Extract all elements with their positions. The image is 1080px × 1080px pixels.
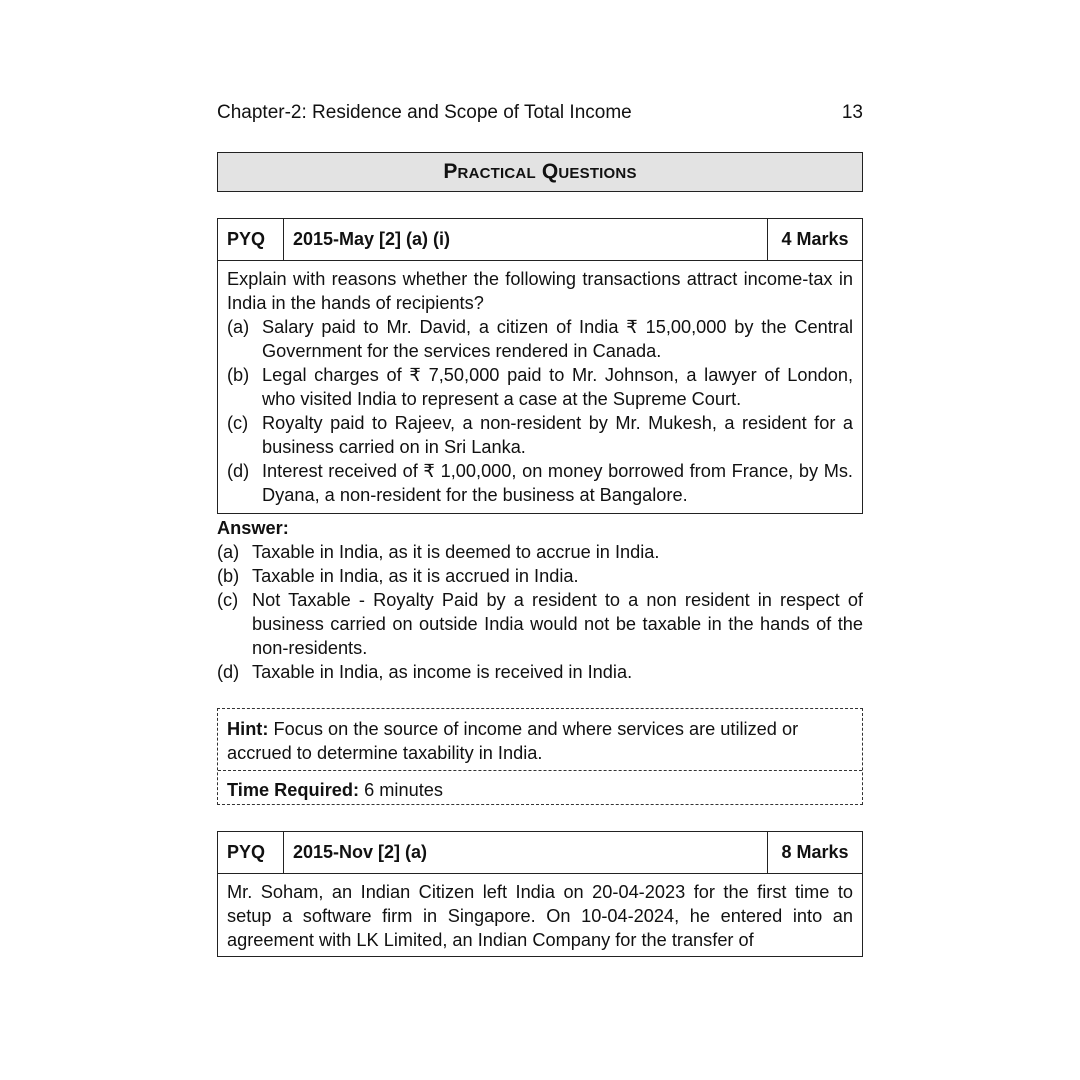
answer-list xyxy=(217,540,863,684)
hint-row xyxy=(218,709,862,770)
item-text: Interest received of ₹ 1,00,000, on money borrowed from France, by Ms. Dyana, a non-resident for the business at Bangalore. xyxy=(262,461,853,505)
pyq-header xyxy=(218,832,862,874)
list-item xyxy=(217,588,863,660)
time-required-label: Time Required: xyxy=(227,780,360,800)
question-body xyxy=(218,874,862,956)
hint-box xyxy=(217,708,863,805)
pyq-tag: PYQ xyxy=(218,832,284,873)
item-text: Legal charges of ₹ 7,50,000 paid to Mr. Johnson, a lawyer of London, who visited India to represent a case at the Supreme Court. xyxy=(262,365,853,409)
list-item xyxy=(227,363,853,411)
question-text: Mr. Soham, an Indian Citizen left India on 20-04-2023 for the first time to setup a software firm in Singapore. On 10-04-2024, he entered into an agreement with LK Limited, an Indian Company for the transfer of xyxy=(227,882,853,950)
item-text: Salary paid to Mr. David, a citizen of India ₹ 15,00,000 by the Central Government for the services rendered in Canada. xyxy=(262,317,853,361)
item-text: Taxable in India, as it is deemed to accrue in India. xyxy=(252,542,660,562)
list-item xyxy=(217,564,863,588)
item-label: (a) xyxy=(217,542,240,562)
pyq-session: 2015-Nov [2] (a) xyxy=(284,832,768,873)
item-label: (a) xyxy=(227,317,250,337)
page-number: 13 xyxy=(841,102,863,123)
item-text: Not Taxable - Royalty Paid by a resident to a non resident in respect of business carried on outside India would not be taxable in the hands of the non-residents. xyxy=(252,590,863,658)
item-text: Taxable in India, as it is accrued in India. xyxy=(252,566,579,586)
pyq-box-1 xyxy=(217,218,863,514)
pyq-tag: PYQ xyxy=(218,219,284,260)
answer-title: Answer: xyxy=(217,518,289,538)
question-body xyxy=(218,261,862,513)
pyq-marks: 8 Marks xyxy=(781,842,849,862)
item-text: Taxable in India, as income is received in India. xyxy=(252,662,633,682)
list-item xyxy=(217,660,863,684)
time-required-row xyxy=(218,770,862,804)
item-label: (c) xyxy=(217,590,239,610)
page xyxy=(217,100,863,957)
list-item xyxy=(217,540,863,564)
section-banner xyxy=(217,152,863,192)
pyq-header xyxy=(218,219,862,261)
item-label: (d) xyxy=(217,662,240,682)
chapter-title: Chapter-2: Residence and Scope of Total Income xyxy=(217,102,632,123)
hint-text: Focus on the source of income and where services are utilized or accrued to determine taxability in India. xyxy=(227,719,799,763)
item-text: Royalty paid to Rajeev, a non-resident by Mr. Mukesh, a resident for a business carried on in Sri Lanka. xyxy=(262,413,853,457)
list-item xyxy=(227,459,853,507)
answer-block xyxy=(217,516,863,684)
hint-label: Hint: xyxy=(227,719,269,739)
item-label: (b) xyxy=(217,566,240,586)
running-header xyxy=(217,100,863,126)
question-intro: Explain with reasons whether the following transactions attract income-tax in India in the hands of recipients? xyxy=(227,269,853,313)
list-item xyxy=(227,315,853,363)
time-required-value: 6 minutes xyxy=(359,780,443,800)
pyq-session: 2015-May [2] (a) (i) xyxy=(284,219,768,260)
pyq-marks: 4 Marks xyxy=(781,229,849,249)
pyq-box-2 xyxy=(217,831,863,957)
item-label: (c) xyxy=(227,413,249,433)
list-item xyxy=(227,411,853,459)
item-label: (d) xyxy=(227,461,250,481)
question-list xyxy=(227,315,853,507)
item-label: (b) xyxy=(227,365,250,385)
section-title: Practical Questions xyxy=(443,160,637,183)
